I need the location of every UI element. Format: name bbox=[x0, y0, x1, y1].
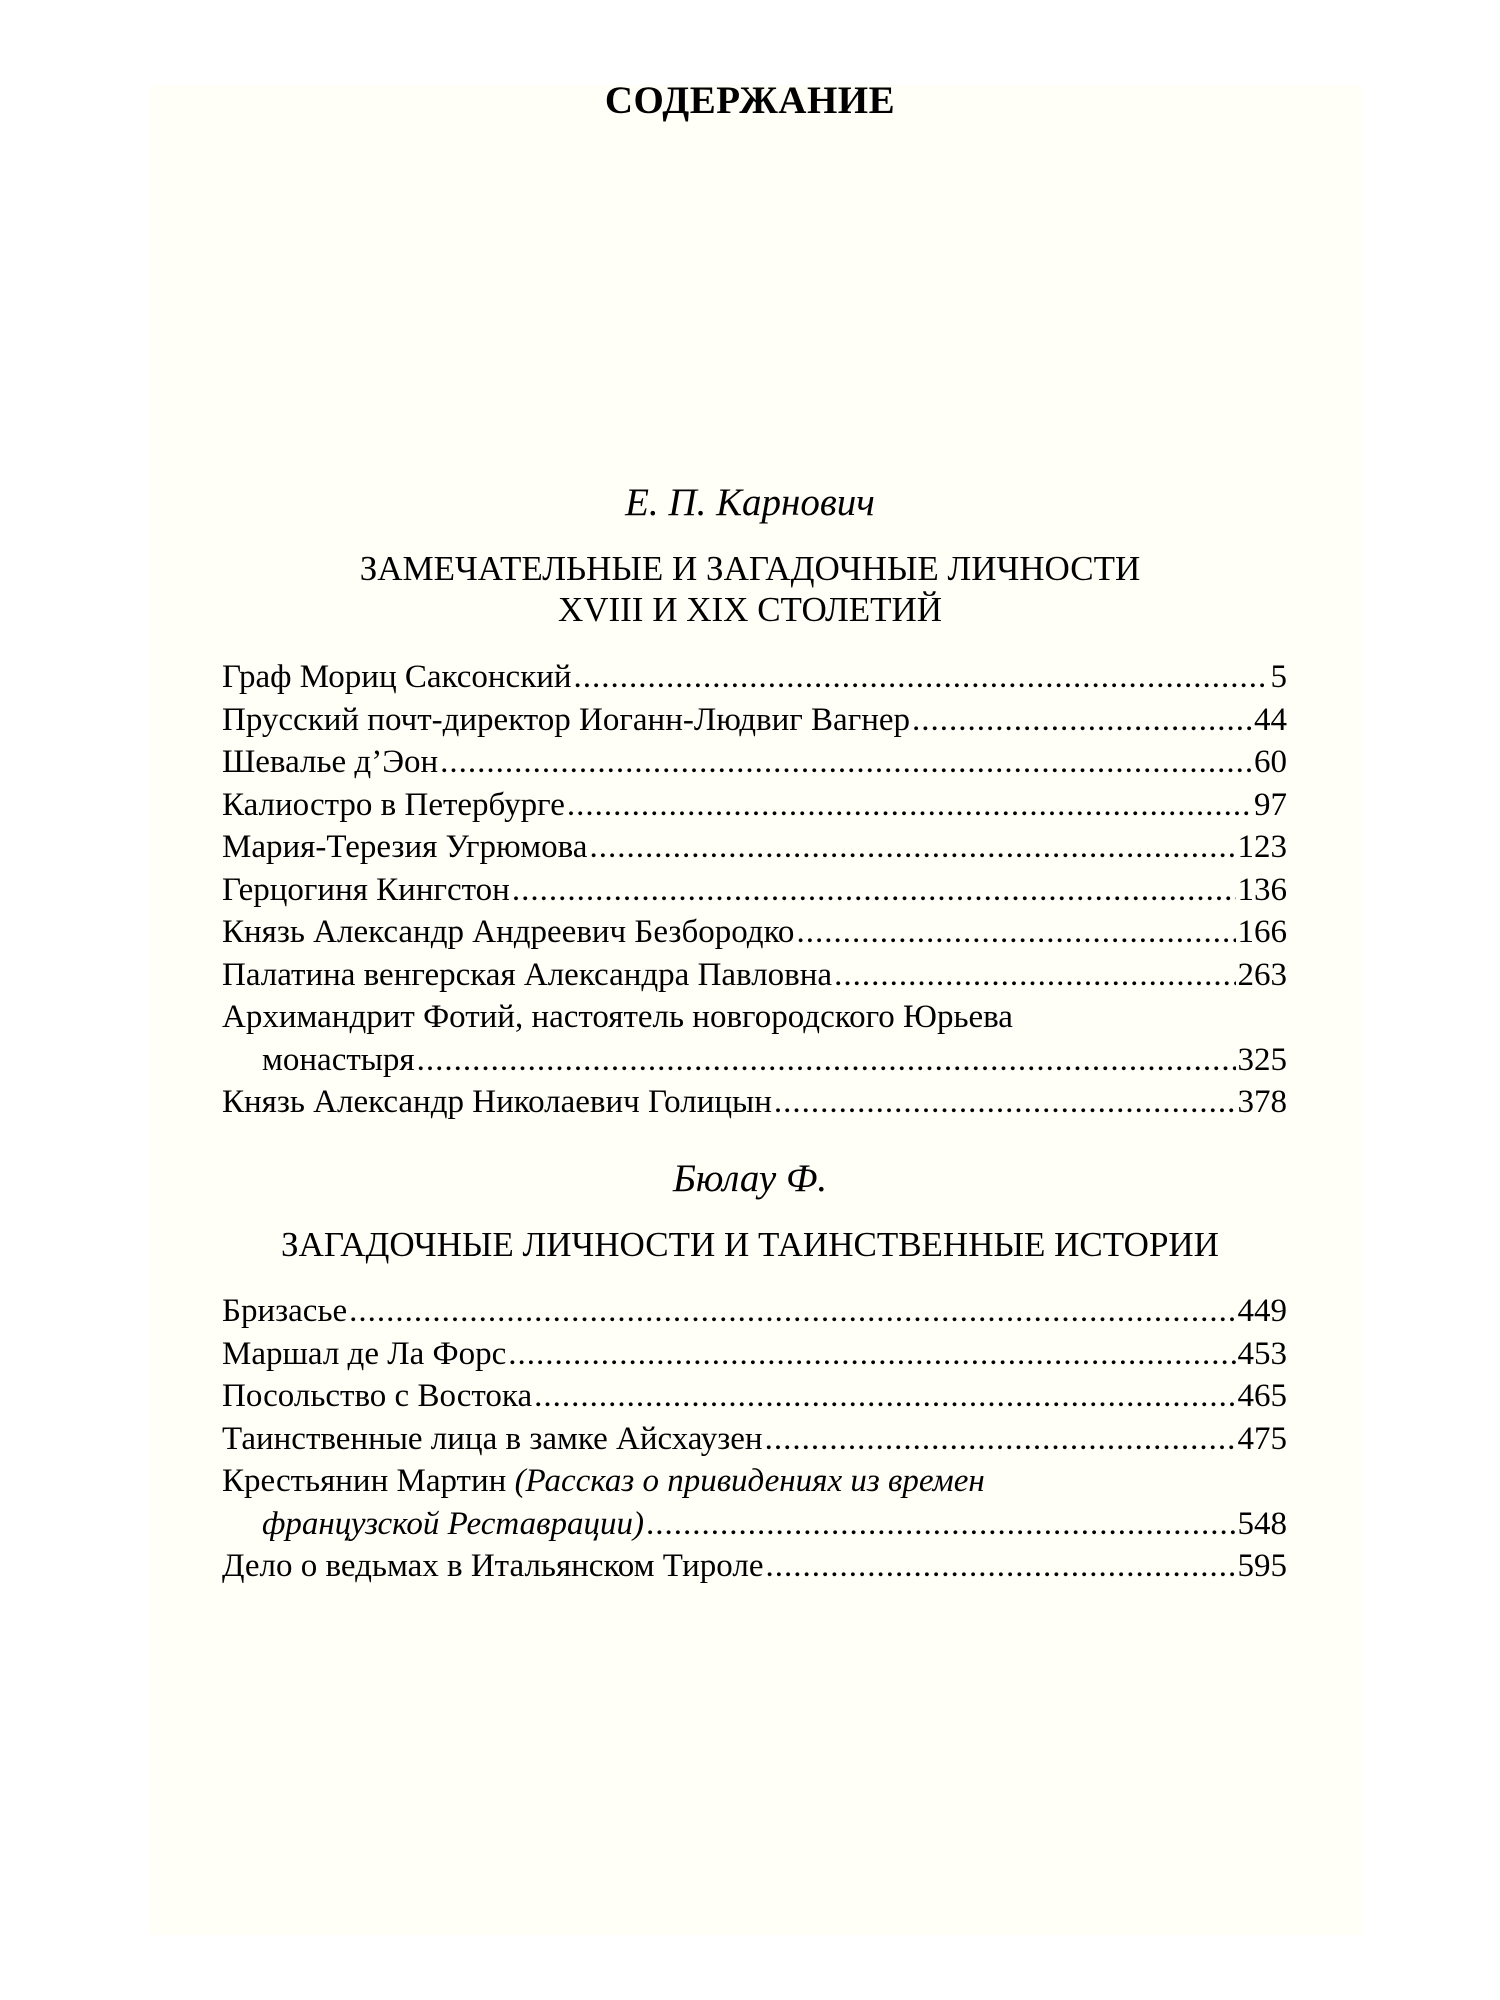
toc-entry[interactable] bbox=[222, 1545, 1287, 1587]
entry-title-line-1[interactable]: Архимандрит Фотий, настоятель новгородского Юрьева bbox=[222, 999, 1013, 1035]
entry-title: Палатина венгерская Александра Павловна bbox=[222, 957, 833, 993]
entry-page-number: 449 bbox=[1237, 1293, 1287, 1329]
entry-title: Калиостро в Петербурге bbox=[222, 787, 565, 823]
toc-entry[interactable] bbox=[222, 911, 1287, 953]
dot-leader bbox=[440, 741, 1252, 783]
entry-title: Шевалье д’Эон bbox=[222, 744, 439, 780]
toc-entry[interactable] bbox=[222, 741, 1287, 783]
dot-leader bbox=[796, 911, 1235, 953]
section-2-heading-line-1: ЗАГАДОЧНЫЕ ЛИЧНОСТИ И ТАИНСТВЕННЫЕ ИСТОРИИ bbox=[281, 1225, 1219, 1264]
entry-page-number: 465 bbox=[1237, 1378, 1287, 1414]
entry-page-number: 325 bbox=[1237, 1042, 1287, 1078]
entry-title: Посольство с Востока bbox=[222, 1378, 533, 1414]
entry-page-number: 166 bbox=[1237, 914, 1287, 950]
dot-leader bbox=[646, 1503, 1236, 1545]
entry-page-number: 5 bbox=[1270, 659, 1287, 695]
toc-entry[interactable] bbox=[222, 826, 1287, 868]
toc-entry[interactable] bbox=[262, 1503, 1287, 1545]
section-2-author: Бюлау Ф. bbox=[672, 1157, 828, 1200]
toc-entry[interactable] bbox=[222, 656, 1287, 698]
toc-entry[interactable] bbox=[222, 784, 1287, 826]
entry-page-number: 595 bbox=[1237, 1548, 1287, 1584]
dot-leader bbox=[508, 1333, 1235, 1375]
dot-leader bbox=[534, 1375, 1235, 1417]
entry-page-number: 97 bbox=[1254, 787, 1287, 823]
dot-leader bbox=[912, 699, 1252, 741]
entry-title-line-1[interactable] bbox=[222, 1460, 985, 1502]
entry-title: Князь Александр Андреевич Безбородко bbox=[222, 914, 795, 950]
dot-leader bbox=[574, 656, 1269, 698]
section-1-heading-line-1: ЗАМЕЧАТЕЛЬНЫЕ И ЗАГАДОЧНЫЕ ЛИЧНОСТИ bbox=[359, 549, 1141, 588]
section-1-author: Е. П. Карнович bbox=[625, 481, 875, 524]
entry-title: Таинственные лица в замке Айсхаузен bbox=[222, 1421, 763, 1457]
entry-title: Мария-Терезия Угрюмова bbox=[222, 829, 588, 865]
entry-page-number: 60 bbox=[1254, 744, 1287, 780]
entry-page-number: 453 bbox=[1237, 1336, 1287, 1372]
entry-title: монастыря bbox=[262, 1042, 415, 1078]
entry-title: Герцогиня Кингстон bbox=[222, 872, 510, 908]
entry-title: Князь Александр Николаевич Голицын bbox=[222, 1084, 772, 1120]
toc-entry[interactable] bbox=[222, 699, 1287, 741]
toc-entry[interactable] bbox=[222, 954, 1287, 996]
dot-leader bbox=[567, 784, 1252, 826]
toc-entry[interactable] bbox=[222, 1290, 1287, 1332]
entry-title: Маршал де Ла Форс bbox=[222, 1336, 507, 1372]
entry-page-number: 263 bbox=[1237, 957, 1287, 993]
dot-leader bbox=[512, 869, 1236, 911]
dot-leader bbox=[417, 1039, 1236, 1081]
dot-leader bbox=[834, 954, 1235, 996]
entry-title-subtitle: (Рассказ о привидениях из времен bbox=[514, 1463, 985, 1499]
entry-title: Бризасье bbox=[222, 1293, 348, 1329]
dot-leader bbox=[774, 1081, 1236, 1123]
entry-page-number: 378 bbox=[1237, 1084, 1287, 1120]
dot-leader bbox=[765, 1418, 1236, 1460]
entry-title: Прусский почт-директор Иоганн-Людвиг Вагнер bbox=[222, 702, 911, 738]
dot-leader bbox=[589, 826, 1235, 868]
entry-page-number: 123 bbox=[1237, 829, 1287, 865]
entry-page-number: 44 bbox=[1254, 702, 1287, 738]
section-1-heading-line-2: XVIII И XIX СТОЛЕТИЙ bbox=[557, 590, 943, 629]
page-title: СОДЕРЖАНИЕ bbox=[604, 79, 896, 122]
entry-page-number: 475 bbox=[1237, 1421, 1287, 1457]
toc-entry[interactable] bbox=[262, 1039, 1287, 1081]
dot-leader bbox=[766, 1545, 1236, 1587]
entry-page-number: 136 bbox=[1237, 872, 1287, 908]
toc-entry[interactable] bbox=[222, 1081, 1287, 1123]
toc-entry[interactable] bbox=[222, 1375, 1287, 1417]
entry-title-main: Крестьянин Мартин bbox=[222, 1463, 507, 1499]
toc-entry[interactable] bbox=[222, 1333, 1287, 1375]
entry-title: Дело о ведьмах в Итальянском Тироле bbox=[222, 1548, 764, 1584]
toc-entry[interactable] bbox=[222, 869, 1287, 911]
entry-page-number: 548 bbox=[1237, 1506, 1287, 1542]
entry-title: Граф Мориц Саксонский bbox=[222, 659, 572, 695]
dot-leader bbox=[349, 1290, 1235, 1332]
entry-title: французской Реставрации) bbox=[262, 1506, 644, 1542]
toc-entry[interactable] bbox=[222, 1418, 1287, 1460]
